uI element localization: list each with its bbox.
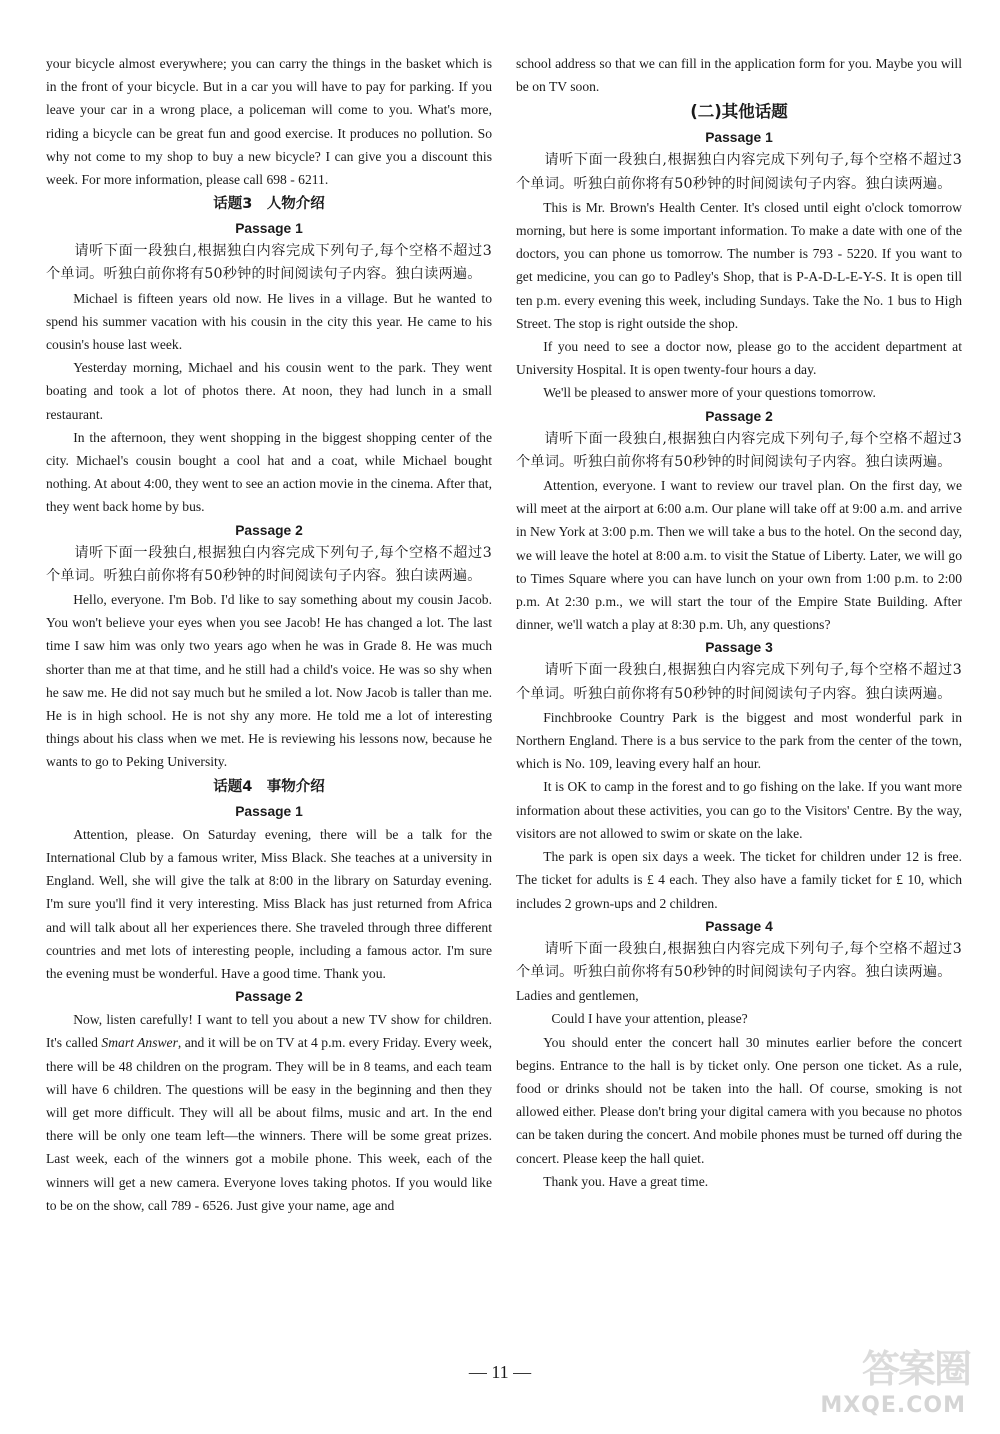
other-passage3-instruction: 请听下面一段独白,根据独白内容完成下列句子,每个空格不超过3个单词。听独白前你将有50秒钟的时间阅读句子内容。独白读两遍。 [516,662,962,702]
topic4-passage1-label: Passage 1 [235,803,303,819]
topic3-passage1-paragraph: Yesterday morning, Michael and his cousin went to the park. They went boating and took a lot of photos there. At noon, they had lunch in a small restaurant. [46,360,492,422]
topic4-passage1-paragraph: Attention, please. On Saturday evening, there will be a talk for the International Club by a famous writer, Miss Black. She teaches at a university in England. Well, she will give the talk at 8:00 in the library on Saturday evening. I'm sure you'll find it very interesting. Miss Black has just returned from Africa and will talk about all her experiences there. She traveled through three different countries and met lots of interesting people, including a famous actor. I'm sure the evening must be wonderful. Have a good time. Thank you. [46,826,492,981]
other-passage4-label: Passage 4 [705,918,773,934]
right-continuation-paragraph: school address so that we can fill in the application form for you. Maybe you will be on TV soon. [516,56,962,95]
topic4-passage2-label: Passage 2 [235,989,303,1005]
left-intro-paragraph: your bicycle almost everywhere; you can carry the things in the basket which is in the front of your bicycle. But in a car you will have to pay for parking. If you leave your car in a wrong place, a policeman will come to you. What's more, riding a bicycle can be great fun and good exercise. It produces no pollution. So why not come to my shop to buy a new bicycle? I can give you a discount this week. For more information, please call 698 - 6211. [46,56,492,188]
watermark-logo-mark: 答案圈 [861,1347,970,1391]
other-passage1-paragraph: We'll be pleased to answer more of your questions tomorrow. [543,385,876,401]
other-topics-heading: (二)其他话题 [690,102,788,122]
other-passage3-label: Passage 3 [705,640,773,656]
topic3-heading: 话题3 人物介绍 [213,196,325,213]
other-passage4-thanks: Thank you. Have a great time. [543,1173,709,1189]
topic3-passage1-label: Passage 1 [235,221,303,237]
page-number: — 11 — [468,1362,532,1382]
topic3-passage2-label: Passage 2 [235,522,303,538]
other-passage1-paragraph: If you need to see a doctor now, please go to the accident department at University Hospital. It is open twenty-four hours a day. [516,339,962,378]
other-passage3-paragraph: Finchbrooke Country Park is the biggest and most wonderful park in Northern England. There is a bus service to the park from the center of the town, which is No. 109, leaving every half an hour. [516,709,962,772]
tv-show-title: Smart Answer [101,1035,178,1051]
right-column [516,52,962,1193]
watermark-logo [754,1338,974,1418]
topic4-passage2-text-b: , and it will be on TV at 4 p.m. every Friday. Every week, there will be 48 children on the program. They will be in 8 teams, and each team will have 6 children. The questions will be easy in the beginning and then they will get more difficult. They will all be about films, music and art. In the end there will be only one team left—the winners. There will be some great prizes. Last week, each of the winners got a mobile phone. This week, each of the winners will get a new camera. Everyone loves taking photos. If you would like to be on the show, call 789 - 6526. Just give your name, age and [46,1035,493,1213]
other-passage3-paragraph: The park is open six days a week. The ticket for children under 12 is free. The ticket for adults is £ 4 each. They also have a family ticket for £ 10, which includes 2 grown-ups and 2 children. [516,849,962,911]
other-passage1-paragraph: This is Mr. Brown's Health Center. It's closed until eight o'clock tomorrow morning, but here is some important information. To make a date with one of the doctors, you can phone us tomorrow. The number is 793 - 5220. If you want to get medicine, you can go to Padley's Shop, that is P-A-D-L-E-Y-S. It is open till ten p.m. every evening this week, including Sundays. Take the No. 1 bus to High Street. The stop is right outside the shop. [516,199,962,331]
topic4-passage2-paragraph [46,1008,492,1217]
topic4-passage2-text-a: Now, listen carefully! I want to tell you about a new TV show for children. It's called [46,1012,492,1051]
other-passage1-instruction: 请听下面一段独白,根据独白内容完成下列句子,每个空格不超过3个单词。听独白前你将有50秒钟的时间阅读句子内容。独白读两遍。 [516,152,962,192]
topic3-passage1-paragraph: Michael is fifteen years old now. He lives in a village. But he wanted to spend his summer vacation with his cousin in the city this year. He came to his cousin's house last week. [46,290,492,353]
other-passage4-instruction: 请听下面一段独白,根据独白内容完成下列句子,每个空格不超过3个单词。听独白前你将有50秒钟的时间阅读句子内容。独白读两遍。 [516,940,962,980]
topic3-passage1-paragraph: In the afternoon, they went shopping in the biggest shopping center of the city. Michael's cousin bought a cool hat and a coat, while Michael bought nothing. At about 4:00, they went to see an action movie in the cinema. After that, they went back home by bus. [46,429,492,515]
watermark-site-text: MXQE.COM [820,1393,966,1418]
left-column [46,52,492,1217]
topic3-passage2-paragraph: Hello, everyone. I'm Bob. I'd like to say something about my cousin Jacob. You won't believe your eyes when you see Jacob! He has changed a lot. The last time I saw him was only two years ago when he was in Grade 8. He was much shorter than me at that time, and he still had a child's voice. He was so shy when he saw me. He did not say much but he smiled a lot. Now Jacob is taller than me. He is in high school. He is not shy any more. He told me a lot of interesting things about his class when we met. He is reviewing his lessons now, because he wants to go to Peking University. [46,592,492,770]
other-passage2-instruction: 请听下面一段独白,根据独白内容完成下列句子,每个空格不超过3个单词。听独白前你将有50秒钟的时间阅读句子内容。独白读两遍。 [516,430,962,470]
other-passage4-attention: Could I have your attention, please? [551,1011,748,1027]
other-passage4-greeting: Ladies and gentlemen, [516,988,639,1004]
other-passage2-label: Passage 2 [705,408,773,424]
other-passage2-paragraph: Attention, everyone. I want to review our travel plan. On the first day, we will meet at the airport at 6:00 a.m. Our plane will take off at 9:00 a.m. and arrive in New York at 3:00 p.m. Then we will take a bus to the hotel. On the second day, we will leave the hotel at 8:00 a.m. to visit the Statue of Liberty. Later, we will go to Times Square where you can have lunch on your own from 1:00 p.m. to 2:00 p.m. At 2:30 p.m., we will start the tour of the Empire State Building. After dinner, we'll watch a play at 8:30 p.m. Uh, any questions? [516,478,962,633]
other-passage4-body: You should enter the concert hall 30 minutes earlier before the concert begins. Entrance to the hall is by ticket only. One person one ticket. As a rule, food or drinks should not be taken into the hall. Of course, smoking is not allowed either. Please don't bring your digital camera with you because no photos can be taken during the concert. And mobile phones must be turned off during the concert. Please keep the hall quiet. [516,1034,962,1166]
other-passage3-paragraph: It is OK to camp in the forest and to go fishing on the lake. If you want more information about these activities, you can go to the Visitors' Centre. By the way, visitors are not allowed to swim or skate on the lake. [516,779,962,841]
other-passage1-label: Passage 1 [705,130,773,146]
topic4-heading: 话题4 事物介绍 [213,778,325,795]
topic3-passage2-instruction: 请听下面一段独白,根据独白内容完成下列句子,每个空格不超过3个单词。听独白前你将有50秒钟的时间阅读句子内容。独白读两遍。 [46,544,492,584]
topic3-passage1-instruction: 请听下面一段独白,根据独白内容完成下列句子,每个空格不超过3个单词。听独白前你将有50秒钟的时间阅读句子内容。独白读两遍。 [46,243,492,283]
